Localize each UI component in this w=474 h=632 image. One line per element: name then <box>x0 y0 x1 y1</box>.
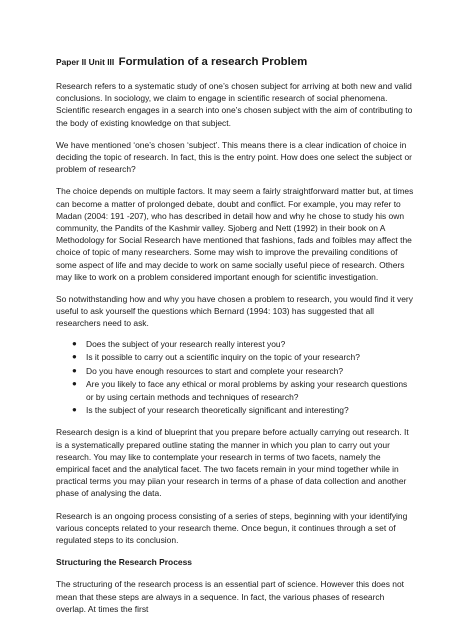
paragraph-ongoing-process: Research is an ongoing process consisting of a series of steps, beginning with your identifying various concepts related to your research theme. Once begun, it continues through a set of regulated steps to its conclusion. <box>56 510 408 546</box>
paragraph-research-design: Research design is a kind of blueprint that you prepare before actually carrying out research. It is a systematically prepared outline stating the manner in which you plan to carry out your research. You may like to contemplate your research in terms of two facets, namely the empirical facet and the analytical facet. The two facets remain in your mind together while in practical terms you may piian your research in terms of a phase of data collection and another phase of analysing the data. <box>56 427 409 499</box>
list-item-text: Are you likely to face any ethical or moral problems by asking your research questions or by using certain methods and techniques of research? <box>86 379 408 402</box>
list-item <box>72 338 416 350</box>
unit-label: Paper II Unit III <box>56 57 115 67</box>
document-title: Formulation of a research Problem <box>118 56 308 68</box>
bullet-icon: ● <box>72 405 77 415</box>
paragraph-choice-factors: The choice depends on multiple factors. It may seem a fairly straightforward matter but, at times can become a matter of prolonged debate, doubt and conflict. For example, you may refer to Madan (2004: 191 -207), who has described in detail how and why he chose to study his own community, the Pandits of the Kashmir valley. Sjoberg and Nett (1992) in their book on A Methodology for Social Research have mentioned that fashions, fads and foibles may affect the choice of topic of many researchers. Some may wish to improve the prevailing conditions of some aspect of life and may decide to work on same socially useful piece of research. Others may like to work on a problem considered important enough for scientific investigation. <box>56 186 414 282</box>
list-item <box>72 404 416 416</box>
bullet-icon: ● <box>72 352 77 362</box>
list-item-text: Do you have enough resources to start and complete your research? <box>86 365 344 376</box>
section-heading: Structuring the Research Process <box>56 557 192 568</box>
bullet-icon: ● <box>72 338 77 348</box>
list-item <box>72 351 416 363</box>
paragraph-intro: Research refers to a systematic study of one’s chosen subject for arriving at both new and valid conclusions. In sociology, we claim to engage in scientific research of social phenomena. Scientific research engages in a search into one’s chosen subject with the aim of contributing to the body of existing knowledge on that subject. <box>56 81 413 128</box>
list-item-text: Is it possible to carry out a scientific inquiry on the topic of your research? <box>86 352 360 363</box>
paragraph-bernard-questions: So notwithstanding how and why you have chosen a problem to research, you would find it very useful to ask yourself the questions which Bernard (1994: 103) has suggested that all researchers need to ask. <box>56 294 413 329</box>
list-item <box>72 378 416 402</box>
list-item-text: Is the subject of your research theoretically significant and interesting? <box>86 405 349 416</box>
list-item <box>72 365 416 377</box>
bullet-icon: ● <box>72 379 77 389</box>
document-header <box>56 54 416 69</box>
list-item-text: Does the subject of your research really interest you? <box>86 338 286 349</box>
paragraph-structuring: The structuring of the research process is an essential part of science. However this does not mean that these steps are always in a sequence. In fact, the various phases of research overlap. At times the first <box>56 579 404 614</box>
bullet-icon: ● <box>72 365 77 375</box>
paragraph-chosen-subject: We have mentioned ‘one’s chosen ‘subject’. This means there is a clear indication of choice in deciding the topic of research. In fact, this is the entry point. How does one select the subject or problem of research? <box>56 139 412 175</box>
question-list <box>56 338 416 417</box>
